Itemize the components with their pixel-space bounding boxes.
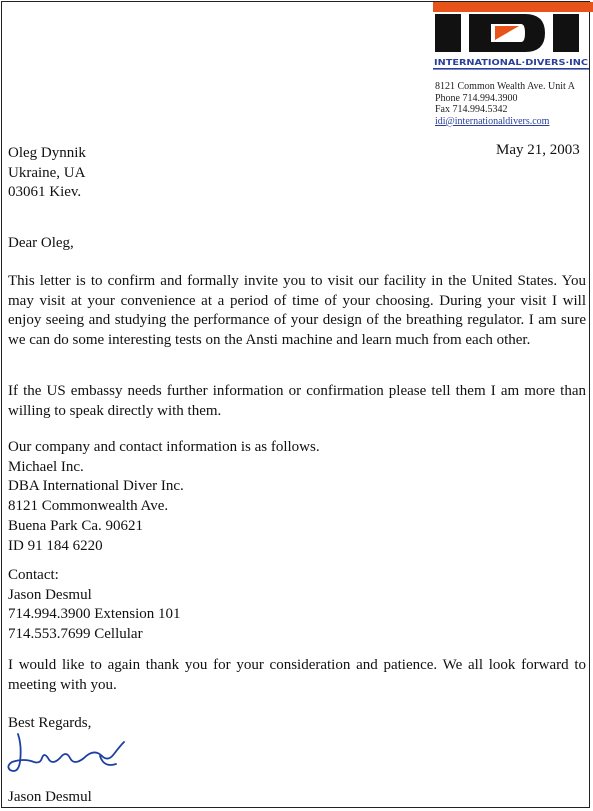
company-line: ID 91 184 6220 bbox=[8, 537, 103, 554]
company-line: Michael Inc. bbox=[8, 458, 84, 475]
sender-contact-block bbox=[435, 81, 575, 127]
signer-name: Jason Desmul bbox=[8, 789, 92, 805]
sender-phone: Phone 714.994.3900 bbox=[435, 92, 518, 104]
company-intro: Our company and contact information is as follows. bbox=[8, 439, 320, 455]
company-line: DBA International Diver Inc. bbox=[8, 478, 184, 495]
sender-email-link[interactable]: idi@internationaldivers.com bbox=[435, 115, 550, 127]
body-paragraph-1: This letter is to confirm and formally invite you to visit our facility in the United States. You may visit at your convenience at a period of time of your choosing. During your visit I will enjoy seeing and studying the performance of your design of the breathing regulator. I am sure we can do some interesting tests on the Ansti machine and learn much from each other. bbox=[8, 273, 586, 349]
company-logo bbox=[433, 2, 593, 74]
sender-fax: Fax 714.994.5342 bbox=[435, 104, 508, 116]
company-line: 8121 Commonwealth Ave. bbox=[8, 498, 169, 515]
logo-company-name: INTERNATIONAL·DIVERS·INC bbox=[434, 57, 588, 67]
contact-block bbox=[8, 566, 181, 645]
letter-date: May 21, 2003 bbox=[496, 142, 580, 158]
contact-label: Contact: bbox=[8, 567, 59, 583]
recipient-name: Oleg Dynnik bbox=[8, 145, 86, 161]
recipient-city: 03061 Kiev. bbox=[8, 184, 82, 201]
recipient-address bbox=[8, 144, 86, 203]
contact-line: 714.553.7699 Cellular bbox=[8, 626, 143, 643]
salutation: Dear Oleg, bbox=[8, 235, 74, 251]
company-line: Buena Park Ca. 90621 bbox=[8, 517, 143, 534]
closing: Best Regards, bbox=[8, 715, 92, 731]
contact-line: 714.994.3900 Extension 101 bbox=[8, 606, 181, 623]
contact-line: Jason Desmul bbox=[8, 586, 92, 603]
sender-address: 8121 Common Wealth Ave. Unit A bbox=[435, 81, 575, 92]
body-paragraph-2: If the US embassy needs further information or confirmation please tell them I am more than willing to speak directly with them. bbox=[8, 383, 586, 419]
handwritten-signature bbox=[4, 728, 134, 780]
company-info-block bbox=[8, 438, 320, 556]
recipient-country: Ukraine, UA bbox=[8, 164, 86, 181]
body-paragraph-3: I would like to again thank you for your consideration and patience. We all look forward to meeting with you. bbox=[8, 657, 586, 693]
